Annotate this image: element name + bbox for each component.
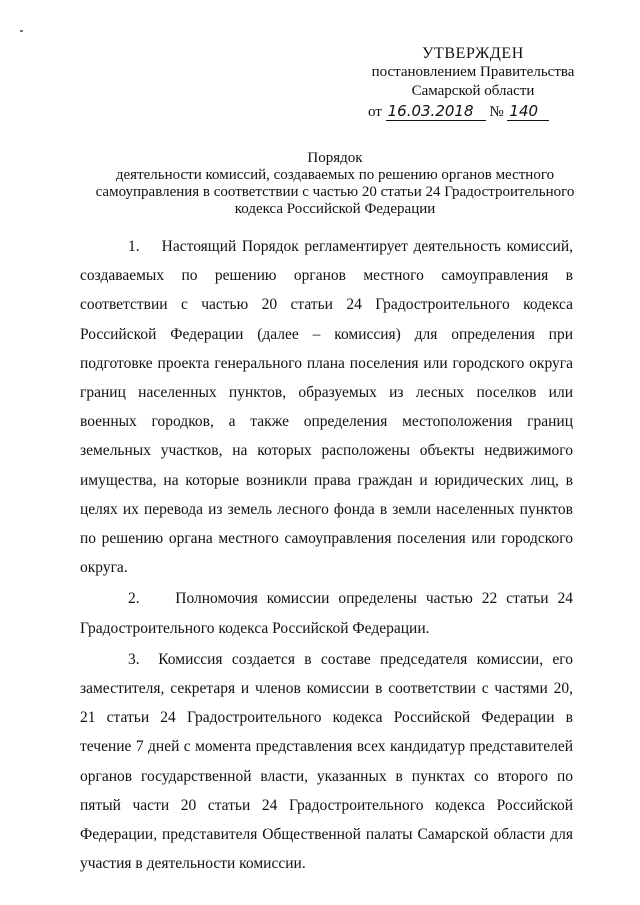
date-prefix: от <box>368 104 382 120</box>
approval-line-1: постановлением Правительства <box>371 64 575 80</box>
approval-block <box>368 44 578 122</box>
title-line-2: деятельности комиссий, создаваемых по решению органов местного <box>115 167 555 183</box>
number-prefix: № <box>489 104 504 120</box>
document-body <box>80 232 573 880</box>
approval-heading: УТВЕРЖДЕН <box>422 45 524 62</box>
title-line-1: Порядок <box>307 150 363 166</box>
approval-date-number-line <box>368 103 578 122</box>
document-title <box>60 150 610 218</box>
title-line-4: кодекса Российской Федерации <box>234 201 436 217</box>
approval-line-2: Самарской области <box>411 83 535 99</box>
paragraph-3: 3. Комиссия создается в составе председателя комиссии, его заместителя, секретаря и членов комиссии в соответствии с частями 20, 21 статьи 24 Градостроительного кодекса Российской Федерации в течение 7 дней с момента представления всех кандидатур представителей органов государственной власти, указанных в пунктах со второго по пятый части 20 статьи 24 Градостроительного кодекса Российской Федерации, представителя Общественной палаты Самарской области для участия в деятельности комиссии. <box>80 650 573 873</box>
paragraph-1: 1. Настоящий Порядок регламентирует деятельность комиссий, создаваемых по решению органов местного самоуправления в соответствии с частью 20 статьи 24 Градостроительного кодекса Российской Федерации (далее – комиссия) для определения при подготовке проекта генерального плана поселения или городского округа границ населенных пунктов, образуемых из лесных поселков или военных городков, а также определения местоположения границ земельных участков, на которых расположены объекты недвижимого имущества, на которые возникли права граждан и юридических лиц, в целях их перевода из земель лесного фонда в земли населенных пунктов по решению органа местного самоуправления поселения или городского округа. <box>80 238 573 577</box>
handwritten-date: 16.03.2018 <box>386 103 486 121</box>
handwritten-number: 140 <box>507 103 549 121</box>
paragraph-2: 2. Полномочия комиссии определены частью 22 статьи 24 Градостроительного кодекса Российской Федерации. <box>80 590 573 637</box>
scan-artifact <box>20 30 23 32</box>
title-line-3: самоуправления в соответствии с частью 20 статьи 24 Градостроительного <box>95 184 575 200</box>
